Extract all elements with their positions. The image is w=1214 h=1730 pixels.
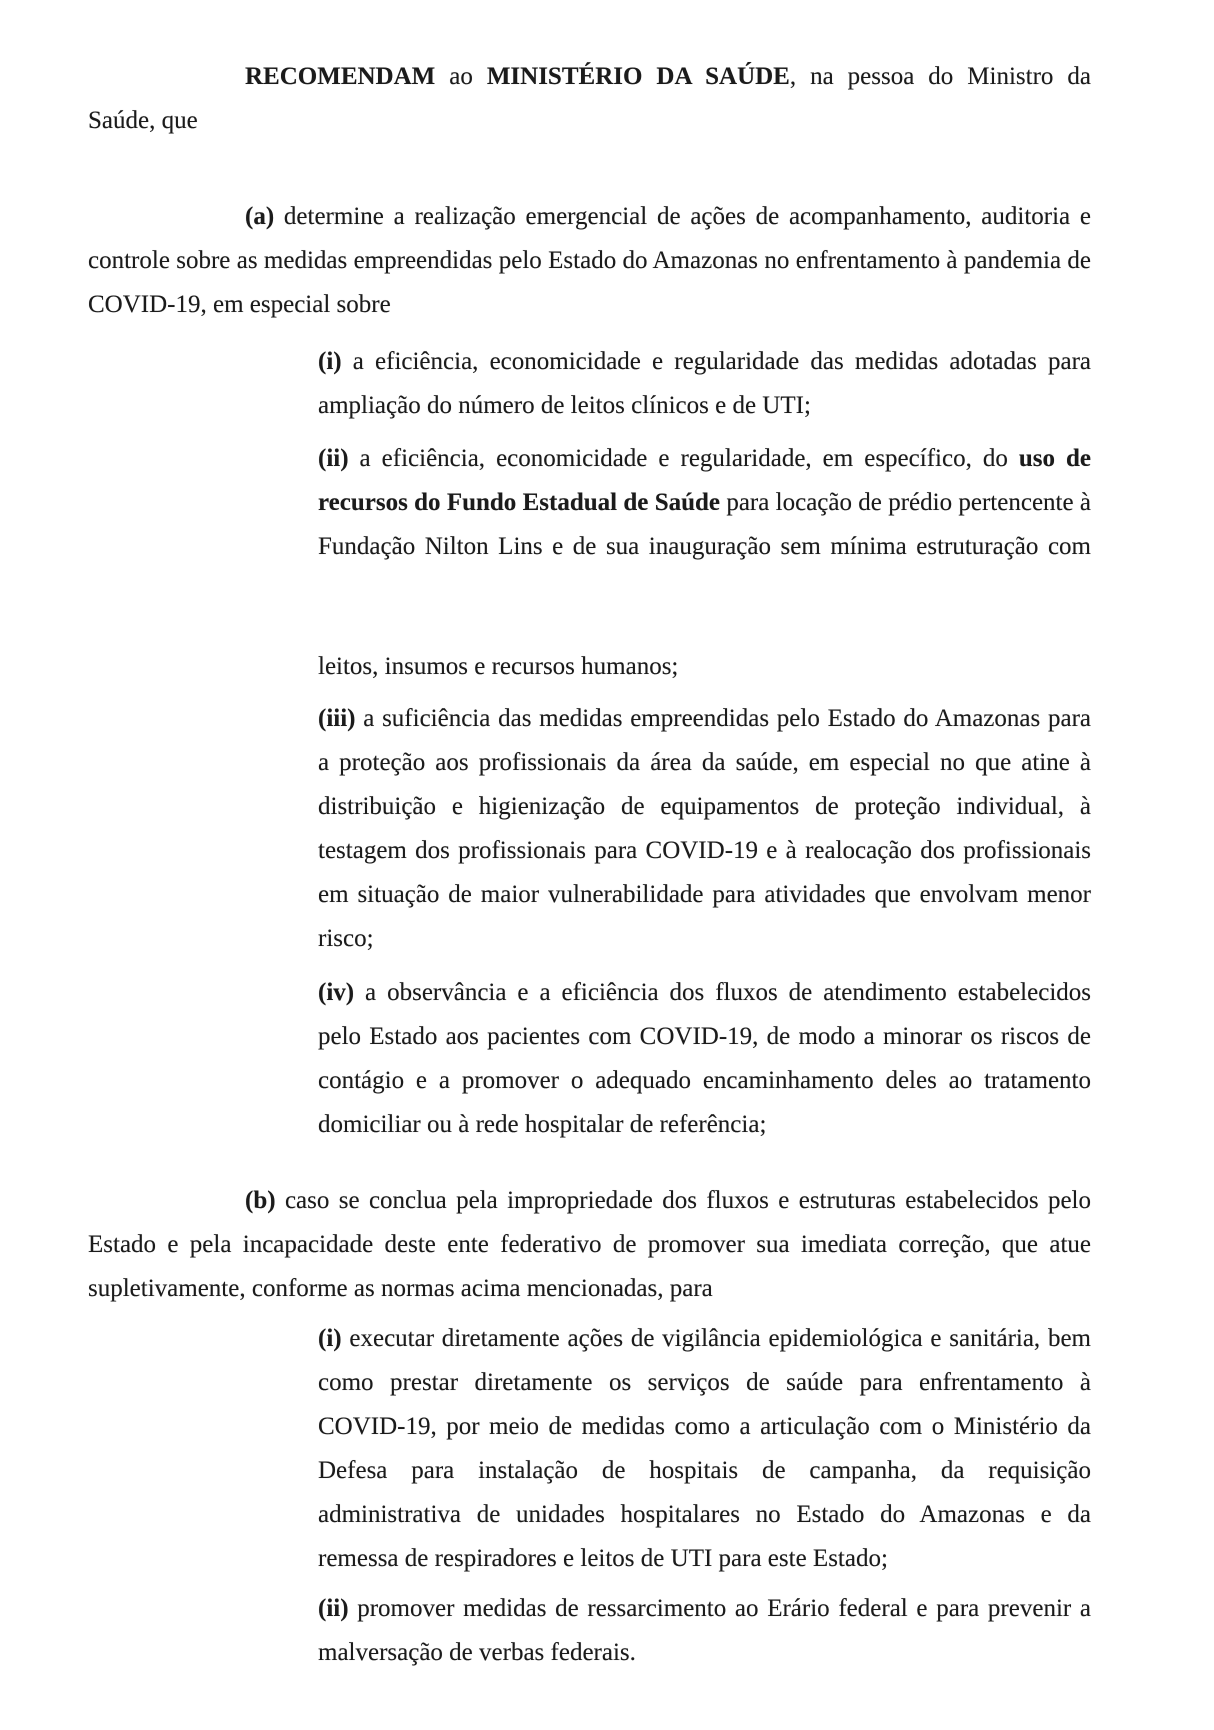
- text-run: ao: [435, 63, 487, 90]
- paragraph-item-b: [88, 1179, 1091, 1311]
- bold-text-run: (b): [245, 1187, 276, 1214]
- paragraph-item-a-iii: [318, 697, 1091, 961]
- paragraph-item-b-i: [318, 1317, 1091, 1581]
- bold-text-run: (iii): [318, 705, 356, 732]
- text-run: , na pessoa do Ministro da Saúde, que: [88, 63, 1091, 134]
- text-run: promover medidas de ressarcimento ao Erário federal e para prevenir a malversação de verbas federais.: [318, 1595, 1091, 1666]
- bold-text-run: RECOMENDAM: [245, 63, 436, 90]
- bold-text-run: (ii): [318, 445, 349, 472]
- bold-text-run: (i): [318, 348, 342, 375]
- paragraph-item-a-iv: [318, 971, 1091, 1147]
- bold-text-run: (iv): [318, 979, 355, 1006]
- paragraph-item-a-ii-continuation: [318, 645, 1091, 689]
- text-run: para locação de prédio pertencente à Fundação Nilton Lins e de sua inauguração sem mínima estruturação com: [318, 489, 1091, 560]
- bold-text-run: (a): [245, 203, 275, 230]
- bold-text-run: (i): [318, 1325, 342, 1352]
- text-run: a eficiência, economicidade e regularidade, em específico, do: [348, 445, 1019, 472]
- text-run: determine a realização emergencial de ações de acompanhamento, auditoria e controle sobre as medidas empreendidas pelo Estado do Amazonas no enfrentamento à pandemia de COVID-19, em especial sobre: [88, 203, 1091, 318]
- text-run: leitos, insumos e recursos humanos;: [318, 653, 679, 680]
- bold-text-run: MINISTÉRIO DA SAÚDE: [486, 63, 790, 90]
- text-run: a suficiência das medidas empreendidas pelo Estado do Amazonas para a proteção aos profissionais da área da saúde, em especial no que atine à distribuição e higienização de equipamentos de proteção individual, à testagem dos profissionais para COVID-19 e à realocação dos profissionais em situação de maior vulnerabilidade para atividades que envolvam menor risco;: [318, 705, 1091, 952]
- bold-text-run: (ii): [318, 1595, 349, 1622]
- text-run: caso se conclua pela impropriedade dos fluxos e estruturas estabelecidos pelo Estado e pela incapacidade deste ente federativo de promover sua imediata correção, que atue supletivamente, conforme as normas acima mencionadas, para: [88, 1187, 1091, 1302]
- bold-text-run: uso de recursos do Fundo Estadual de Saúde: [318, 445, 1091, 516]
- paragraph-item-a: [88, 195, 1091, 327]
- text-run: a observância e a eficiência dos fluxos de atendimento estabelecidos pelo Estado aos pacientes com COVID-19, de modo a minorar os riscos de contágio e a promover o adequado encaminhamento deles ao tratamento domiciliar ou à rede hospitalar de referência;: [318, 979, 1091, 1138]
- paragraph-item-a-ii: [318, 437, 1091, 569]
- text-run: a eficiência, economicidade e regularidade das medidas adotadas para ampliação do número de leitos clínicos e de UTI;: [318, 348, 1091, 419]
- paragraph-recomendam: [88, 55, 1091, 143]
- paragraph-item-a-i: [318, 340, 1091, 428]
- text-run: executar diretamente ações de vigilância epidemiológica e sanitária, bem como prestar diretamente os serviços de saúde para enfrentamento à COVID-19, por meio de medidas como a articulação com o Ministério da Defesa para instalação de hospitais de campanha, da requisição administrativa de unidades hospitalares no Estado do Amazonas e da remessa de respiradores e leitos de UTI para este Estado;: [318, 1325, 1091, 1572]
- paragraph-item-b-ii: [318, 1587, 1091, 1675]
